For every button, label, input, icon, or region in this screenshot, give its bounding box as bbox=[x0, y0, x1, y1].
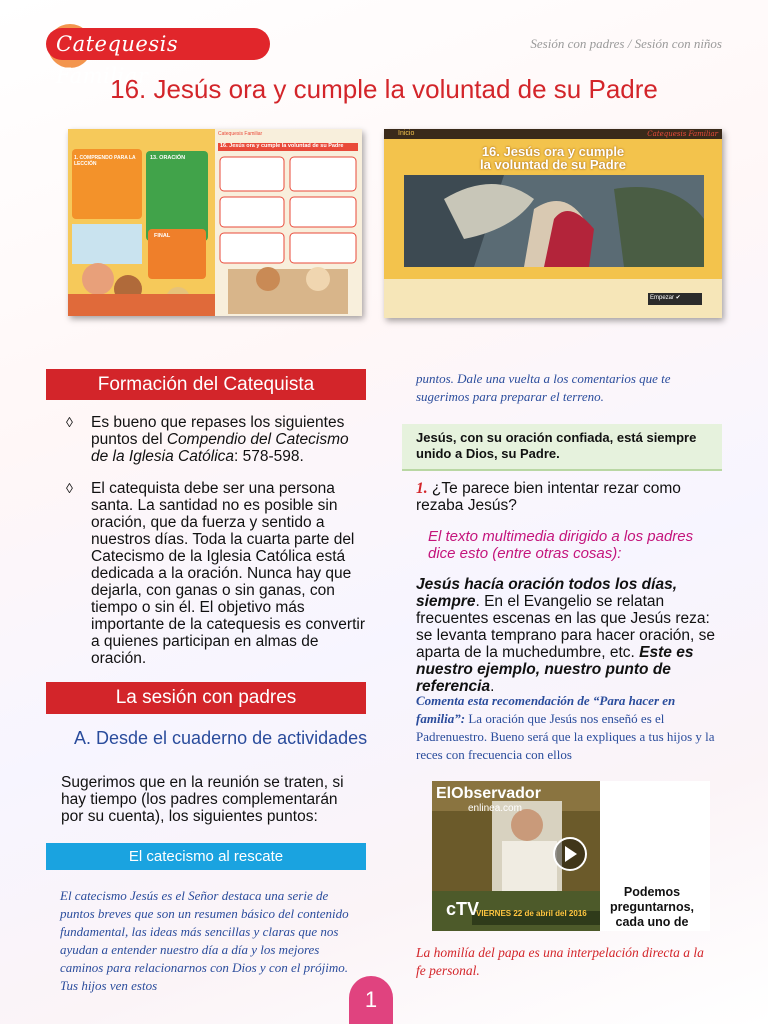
page-number: 1 bbox=[349, 976, 393, 1024]
video-caption: Podemos preguntarnos, cada uno de bbox=[609, 885, 695, 929]
left-shot-box2: 13. ORACIÓN bbox=[150, 155, 186, 161]
rescate-text: El catecismo Jesús es el Señor destaca una serie de puntos breves que son un resumen básico del contenido fundamental, las ideas más sencillas y claras que nos ayudan a entender nuestro día a día y los mejores caminos para relacionarnos con Dios y con el prójimo. Tus hijos ven estos bbox=[60, 888, 349, 993]
video-footer: La homilía del papa es una interpelación directa a la fe personal. bbox=[416, 945, 704, 978]
video-brand: ElObservador bbox=[436, 785, 541, 802]
left-shot-tab: Catequesis Familiar bbox=[218, 131, 263, 137]
continued-text: puntos. Dale una vuelta a los comentarios que te sugerimos para preparar el terreno. bbox=[416, 371, 671, 404]
multimedia-intro: El texto multimedia dirigido a los padres dice esto (entre otras cosas): bbox=[428, 528, 694, 562]
multimedia-quote: Jesús hacía oración todos los días, siempre. En el Evangelio se relatan frecuentes escenas en las que Jesús reza: se levanta temprano para hacer oración, se aparta de la muchedumbre, etc. Este es nuestro ejemplo, nuestro punto de referencia. bbox=[416, 576, 715, 695]
brand-logo: Catequesis Familiar bbox=[46, 28, 270, 60]
left-shot-heading: 16. Jesús ora y cumple la voluntad de su Padre bbox=[220, 143, 344, 149]
formacion-heading: Formación del Catequista bbox=[46, 369, 366, 400]
video-brand-sub: enlinea.com bbox=[468, 803, 522, 814]
key-idea-text: Jesús, con su oración confiada, está siempre unido a Dios, su Padre. bbox=[416, 430, 697, 461]
sesion-padres-heading: La sesión con padres bbox=[46, 682, 366, 714]
page-title: 16. Jesús ora y cumple la voluntad de su Padre bbox=[110, 74, 658, 104]
left-shot-box3: FINAL bbox=[154, 233, 171, 239]
multimedia-screenshot bbox=[384, 129, 722, 318]
left-shot-box1: 1. COMPRENDO PARA LA LECCIÓN bbox=[74, 155, 136, 167]
diamond-bullet-icon: ◊ bbox=[66, 414, 73, 430]
session-tag: Sesión con padres / Sesión con niños bbox=[530, 36, 722, 51]
right-shot-brand: Catequesis Familiar bbox=[647, 130, 718, 138]
formacion-point-2: El catequista debe ser una persona santa. La santidad no es posible sin oración, que da fuerza y sentido a nuestros días. Toda la cuarta parte del Catecismo de la Iglesia Católica está dedicada a la oración. Nunca hay que dejarla, con ganas o sin ganas, con tiempo o sin él. El objetivo más importante de la catequesis es convertir a quienes participan en almas de oración. bbox=[91, 480, 365, 667]
formacion-point-1: Es bueno que repases los siguientes puntos del Compendio del Catecismo de la Iglesia Católica: 578-598. bbox=[91, 414, 349, 465]
video-date: VIERNES 22 de abril del 2016 bbox=[476, 909, 587, 918]
section-a-heading: A. Desde el cuaderno de actividades bbox=[74, 728, 368, 748]
question-1: 1. ¿Te parece bien intentar rezar como rezaba Jesús? bbox=[416, 480, 681, 514]
play-button-icon[interactable] bbox=[553, 837, 587, 871]
rescate-heading: El catecismo al rescate bbox=[46, 843, 366, 870]
ctv-logo: cTV bbox=[446, 899, 480, 919]
right-shot-nav: Inicio bbox=[398, 130, 415, 137]
comment-block: Comenta esta recomendación de “Para hacer en familia”: La oración que Jesús nos enseñó es el Padrenuestro. Bueno será que la expliques a tus hijos y la reces con frecuencia con ellos bbox=[416, 693, 715, 762]
video-thumbnail[interactable] bbox=[432, 781, 710, 931]
start-button[interactable]: Empezar ✔ bbox=[650, 295, 681, 301]
key-idea-box bbox=[402, 424, 722, 471]
activity-book-screenshot bbox=[68, 129, 362, 316]
sesion-intro: Sugerimos que en la reunión se traten, si hay tiempo (los padres complementarán por su cuenta), los siguientes puntos: bbox=[61, 774, 344, 825]
right-shot-title: 16. Jesús ora y cumple la voluntad de su Padre bbox=[480, 144, 626, 172]
diamond-bullet-icon: ◊ bbox=[66, 480, 73, 496]
